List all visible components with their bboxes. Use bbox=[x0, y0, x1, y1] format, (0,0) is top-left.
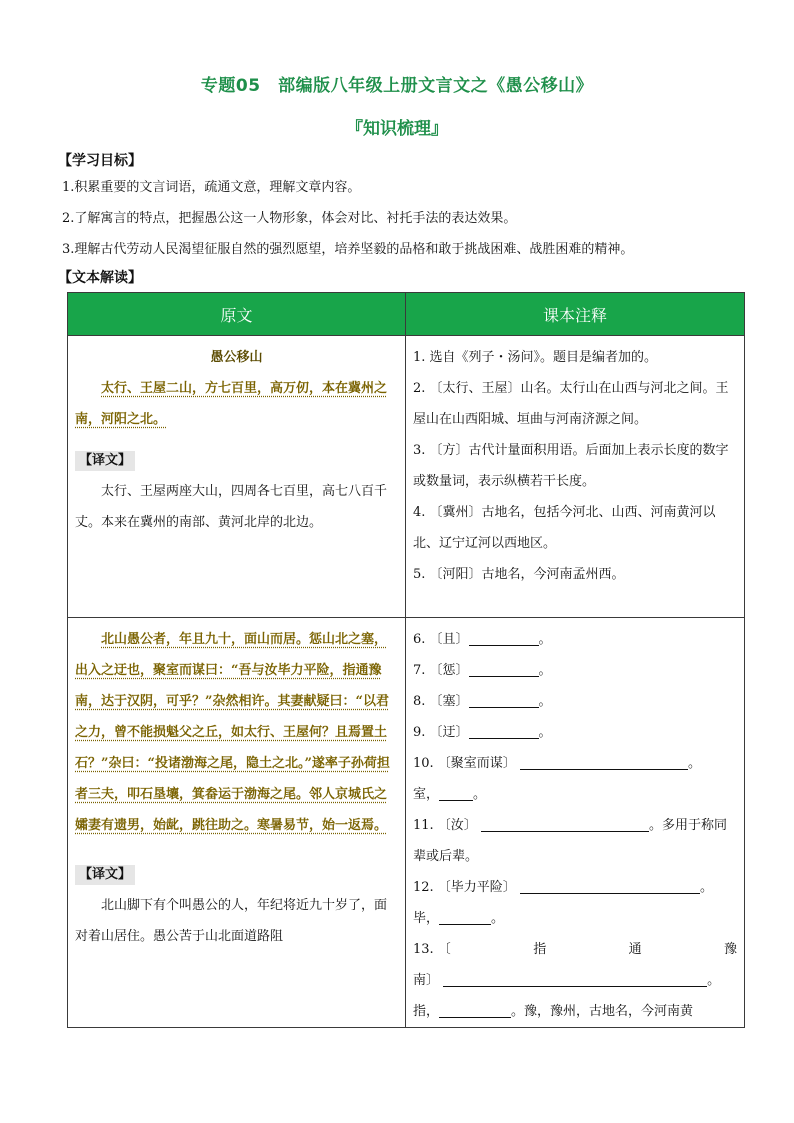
note-item: 南〕 。 bbox=[413, 965, 737, 996]
note-item: 7. 〔惩〕 。 bbox=[413, 655, 737, 686]
original-cell bbox=[68, 618, 406, 1028]
note-item: 11. 〔汝〕 。多用于称同辈或后辈。 bbox=[413, 810, 737, 872]
note-item: 9. 〔迂〕 。 bbox=[413, 717, 737, 748]
goal-item-3: 3.理解古代劳动人民渴望征服自然的强烈愿望，培养坚毅的品格和敢于挑战困难、战胜困难的精神。 bbox=[62, 242, 634, 257]
original-cell bbox=[68, 336, 406, 618]
translation-label: 【译文】 bbox=[75, 451, 135, 471]
note-item: 6. 〔且〕 。 bbox=[413, 624, 737, 655]
reading-table bbox=[67, 292, 745, 1028]
text-reading-heading: 【文本解读】 bbox=[58, 270, 142, 286]
note-item: 指， 。豫，豫州，古地名，今河南黄 bbox=[413, 996, 737, 1027]
note-item: 2. 〔太行、王屋〕山名。太行山在山西与河北之间。王屋山在山西阳城、垣曲与河南济源之间。 bbox=[413, 381, 729, 427]
note-item: 3. 〔方〕古代计量面积用语。后面加上表示长度的数字或数量词，表示纵横若干长度。 bbox=[413, 443, 729, 489]
page-subtitle: 『知识梳理』 bbox=[346, 119, 448, 139]
original-text: 北山愚公者，年且九十，面山而居。惩山北之塞，出入之迂也，聚室而谋曰：“吾与汝毕力平险，指通豫南，达于汉阴，可乎？”杂然相许。其妻献疑曰：“以君之力，曾不能损魁父之丘，如太行、王屋何？且焉置土石？”杂曰：“投诸渤海之尾，隐土之北。”遂率子孙荷担者三夫，叩石垦壤，箕畚运于渤海之尾。邻人京城氏之孀妻有遗男，始龀，跳往助之。寒暑易节，始一返焉。 bbox=[75, 632, 390, 833]
notes-cell bbox=[406, 618, 745, 1028]
answer-blank[interactable] bbox=[481, 815, 649, 832]
answer-blank[interactable] bbox=[469, 660, 539, 677]
answer-blank[interactable] bbox=[469, 691, 539, 708]
goal-item-2: 2.了解寓言的特点，把握愚公这一人物形象，体会对比、衬托手法的表达效果。 bbox=[62, 211, 517, 226]
table-row bbox=[68, 336, 745, 618]
translation-text: 太行、王屋两座大山，四周各七百里，高七八百千丈。本来在冀州的南部、黄河北岸的北边。 bbox=[75, 484, 388, 530]
notes-cell bbox=[406, 336, 745, 618]
page-title: 专题05 部编版八年级上册文言文之《愚公移山》 bbox=[200, 76, 594, 96]
original-text: 太行、王屋二山，方七百里，高万仞，本在冀州之南，河阳之北。 bbox=[75, 381, 388, 427]
translation-text: 北山脚下有个叫愚公的人，年纪将近九十岁了，面对着山居住。愚公苦于山北面道路阻 bbox=[75, 898, 388, 944]
table-row bbox=[68, 618, 745, 1028]
answer-blank[interactable] bbox=[443, 970, 707, 987]
answer-blank[interactable] bbox=[469, 722, 539, 739]
answer-blank[interactable] bbox=[520, 753, 688, 770]
note-item: 12. 〔毕力平险〕 。 bbox=[413, 872, 737, 903]
note-item: 5. 〔河阳〕古地名，今河南孟州西。 bbox=[413, 567, 625, 582]
learning-goals-heading: 【学习目标】 bbox=[58, 153, 142, 169]
text-title: 愚公移山 bbox=[210, 350, 263, 365]
translation-label: 【译文】 bbox=[75, 865, 135, 885]
answer-blank[interactable] bbox=[439, 784, 473, 801]
answer-blank[interactable] bbox=[520, 877, 700, 894]
column-header-original: 原文 bbox=[68, 293, 406, 336]
note-item: 13. 〔 指 通 豫 bbox=[413, 942, 737, 957]
note-item: 4. 〔冀州〕古地名，包括今河北、山西、河南黄河以北、辽宁辽河以西地区。 bbox=[413, 505, 716, 551]
answer-blank[interactable] bbox=[439, 908, 491, 925]
answer-blank[interactable] bbox=[469, 629, 539, 646]
column-header-notes: 课本注释 bbox=[406, 293, 745, 336]
note-item: 室， 。 bbox=[413, 779, 737, 810]
note-item: 1. 选自《列子・汤问》。题目是编者加的。 bbox=[413, 350, 658, 365]
answer-blank[interactable] bbox=[439, 1001, 511, 1018]
goal-item-1: 1.积累重要的文言词语，疏通文意，理解文章内容。 bbox=[62, 180, 361, 195]
note-item: 10. 〔聚室而谋〕 。 bbox=[413, 748, 737, 779]
note-item: 8. 〔塞〕 。 bbox=[413, 686, 737, 717]
note-item: 毕， 。 bbox=[413, 903, 737, 934]
